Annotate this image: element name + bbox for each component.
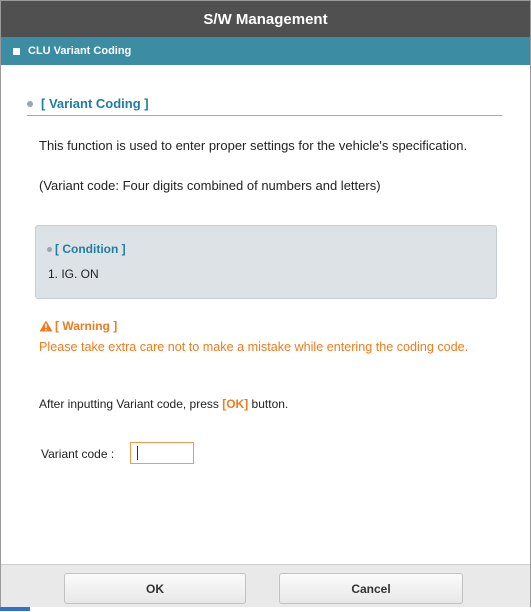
condition-item: 1. IG. ON [48, 267, 99, 281]
window-title: S/W Management [203, 10, 328, 28]
instruction-suffix: button. [248, 397, 289, 411]
subheader-bar [1, 37, 530, 65]
condition-box [35, 225, 497, 299]
title-bar [1, 1, 530, 37]
condition-header [47, 242, 126, 256]
bottom-edge-marker [0, 607, 30, 611]
bullet-icon [47, 247, 52, 252]
warning-text: Please take extra care not to make a mistake while entering the coding code. [39, 340, 469, 354]
button-bar [1, 564, 530, 607]
warning-triangle-icon [39, 320, 53, 332]
instruction-text [39, 397, 288, 411]
bullet-icon [27, 101, 33, 107]
variant-code-input[interactable] [130, 442, 194, 464]
warning-header [39, 319, 117, 333]
variant-code-label: Variant code : [41, 447, 115, 461]
subheader-title: CLU Variant Coding [28, 45, 132, 57]
warning-title: [ Warning ] [55, 319, 118, 333]
cancel-button[interactable]: Cancel [279, 573, 463, 604]
instruction-prefix: After inputting Variant code, press [39, 397, 223, 411]
ok-button[interactable]: OK [64, 573, 246, 604]
section-title: [ Variant Coding ] [41, 96, 149, 111]
description-line-1: This function is used to enter proper settings for the vehicle's specification. [39, 138, 468, 153]
square-icon [13, 48, 20, 55]
description-line-2: (Variant code: Four digits combined of numbers and letters) [39, 178, 381, 193]
condition-title: [ Condition ] [55, 242, 126, 256]
instruction-ok-ref: [OK] [222, 397, 249, 411]
text-caret [137, 446, 138, 460]
section-header [27, 96, 502, 116]
